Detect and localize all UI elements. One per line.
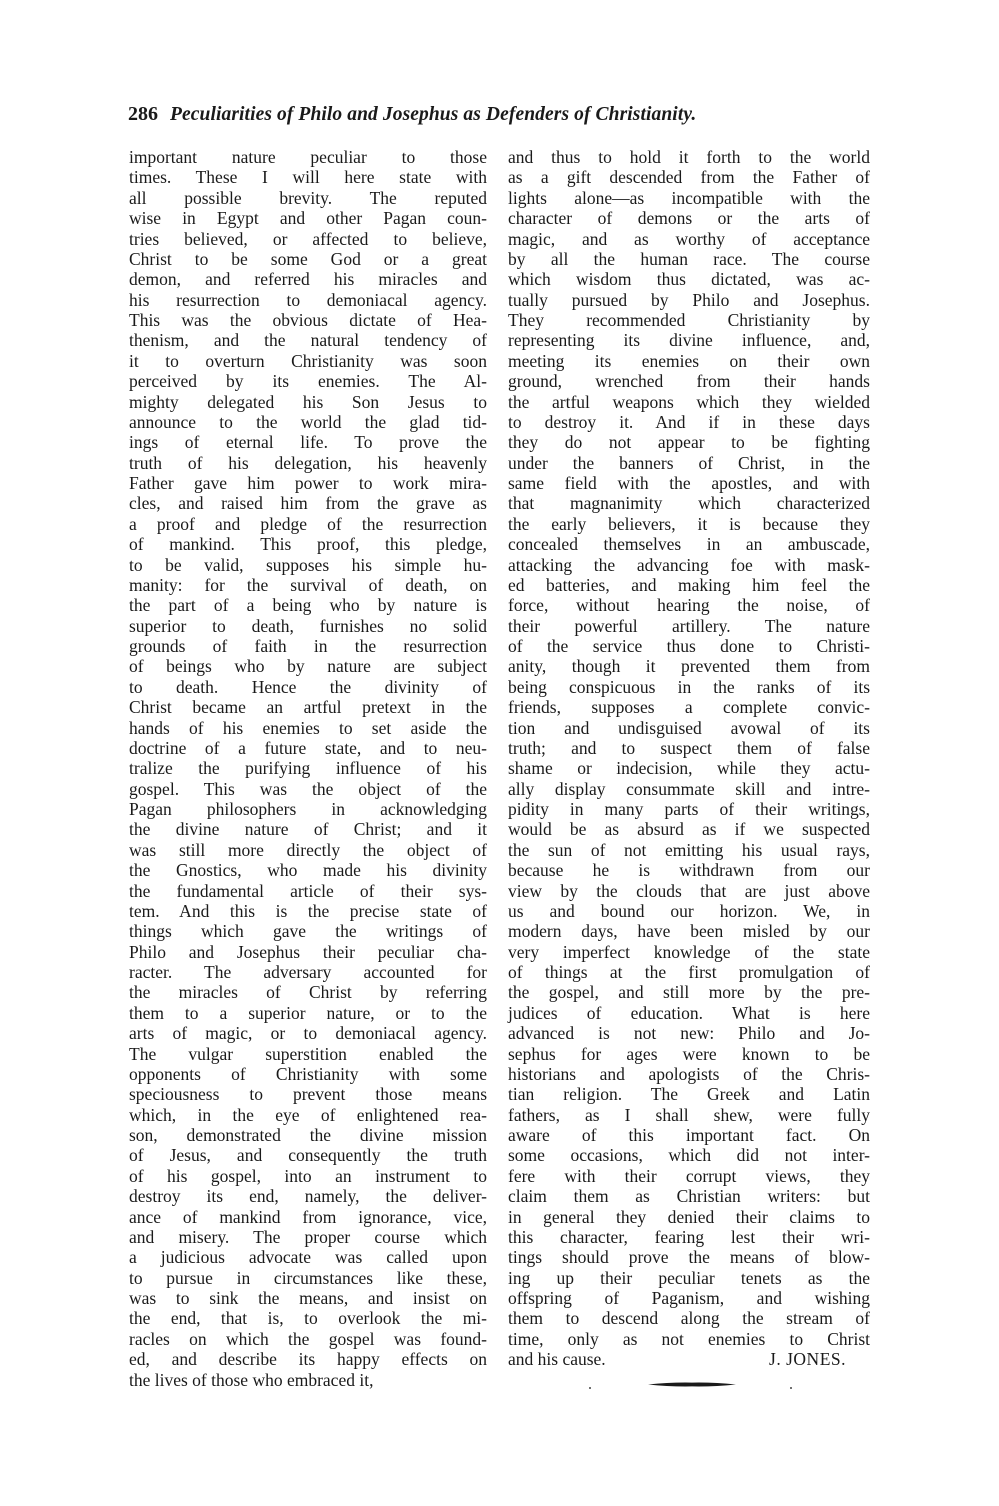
end-dot-right — [790, 1387, 792, 1389]
text-line: was to sink the means, and insist on — [129, 1288, 487, 1308]
text-line: advanced is not new: Philo and Jo- — [508, 1023, 870, 1044]
text-line: tually pursued by Philo and Josephus. — [508, 289, 870, 310]
text-line: ed, and describe its happy effects on — [129, 1349, 487, 1370]
text-line: hands of his enemies to set aside the — [129, 717, 487, 738]
text-line: superior to death, furnishes no solid — [129, 615, 487, 636]
text-line: important nature peculiar to those — [129, 147, 487, 167]
text-line: fere with their corrupt views, they — [508, 1165, 870, 1186]
text-line: friends, supposes a complete convic- — [508, 697, 870, 718]
left-text-column — [129, 147, 487, 1390]
running-title: Peculiarities of Philo and Josephus as Defenders of Christianity. — [170, 104, 697, 125]
text-line: Christ became an artful pretext in the — [129, 697, 487, 718]
text-line: to death. Hence the divinity of — [129, 676, 487, 697]
text-line: ings of eternal life. To prove the — [129, 432, 487, 453]
text-line: the early believers, it is because they — [508, 513, 870, 534]
text-line: claim them as Christian writers: but — [508, 1186, 870, 1207]
text-line: tion and undisguised avowal of its — [508, 717, 870, 738]
text-line: tem. And this is the precise state of — [129, 900, 487, 921]
text-line: the miracles of Christ by referring — [129, 982, 487, 1003]
text-line: their powerful artillery. The nature — [508, 615, 870, 636]
text-line: the artful weapons which they wielded — [508, 391, 870, 412]
text-line: and misery. The proper course which — [129, 1226, 487, 1247]
text-line: same field with the apostles, and with — [508, 473, 870, 493]
text-line: the sun of not emitting his usual rays, — [508, 839, 870, 860]
text-line: perceived by its enemies. The Al- — [129, 371, 487, 392]
text-line: sephus for ages were known to be — [508, 1043, 870, 1064]
text-line: anity, though it prevented them from — [508, 656, 870, 677]
text-line: representing its divine influence, and, — [508, 330, 870, 351]
text-line: some occasions, which did not inter- — [508, 1145, 870, 1166]
text-line: of his gospel, into an instrument to — [129, 1165, 487, 1186]
text-line: very imperfect knowledge of the state — [508, 941, 870, 962]
text-line: lights alone—as incompatible with the — [508, 187, 870, 208]
text-line: under the banners of Christ, in the — [508, 452, 870, 473]
text-line: being conspicuous in the ranks of its — [508, 676, 870, 697]
text-line: a judicious advocate was called upon — [129, 1247, 487, 1268]
text-line: to pursue in circumstances like these, — [129, 1267, 487, 1288]
text-line: in general they denied their claims to — [508, 1206, 870, 1227]
right-text-column — [508, 147, 870, 1370]
text-line: Pagan philosophers in acknowledging — [129, 799, 487, 819]
text-line: gospel. This was the object of the — [129, 778, 487, 799]
text-line: magic, and as worthy of acceptance — [508, 228, 870, 249]
text-line: destroy its end, namely, the deliver- — [129, 1186, 487, 1207]
text-line: The vulgar superstition enabled the — [129, 1043, 487, 1064]
text-line: the gospel, and still more by the pre- — [508, 982, 870, 1003]
author-signature: J. JONES. — [769, 1349, 846, 1370]
text-line: grounds of faith in the resurrection — [129, 636, 487, 656]
text-line: the end, that is, to overlook the mi- — [129, 1308, 487, 1329]
text-line: offspring of Paganism, and wishing — [508, 1288, 870, 1308]
text-line: to destroy it. And if in these days — [508, 411, 870, 432]
text-line: son, demonstrated the divine mission — [129, 1125, 487, 1145]
text-line: because he is withdrawn from our — [508, 860, 870, 881]
text-line: doctrine of a future state, and to neu- — [129, 737, 487, 758]
text-line: the fundamental article of their sys- — [129, 880, 487, 901]
text-line: they do not appear to be fighting — [508, 432, 870, 453]
text-line: modern days, have been misled by our — [508, 921, 870, 942]
text-line: racles on which the gospel was found- — [129, 1328, 487, 1349]
text-line: meeting its enemies on their own — [508, 350, 870, 371]
text-line: ance of mankind from ignorance, vice, — [129, 1206, 487, 1227]
text-line: view by the clouds that are just above — [508, 880, 870, 901]
text-line: of Jesus, and consequently the truth — [129, 1145, 487, 1166]
text-line: arts of magic, or to demoniacal agency. — [129, 1023, 487, 1044]
text-line: tralize the purifying influence of his — [129, 758, 487, 779]
text-line: announce to the world the glad tid- — [129, 411, 487, 432]
text-line: the part of a being who by nature is — [129, 595, 487, 616]
text-line: them to descend along the stream of — [508, 1308, 870, 1329]
text-line: of beings who by nature are subject — [129, 656, 487, 677]
text-line: Christ to be some God or a great — [129, 248, 487, 269]
text-line: of things at the first promulgation of — [508, 962, 870, 982]
text-line: speciousness to prevent those means — [129, 1084, 487, 1105]
text-line: ed batteries, and making him feel the — [508, 574, 870, 595]
text-line: as a gift descended from the Father of — [508, 167, 870, 188]
text-line: judices of education. What is here — [508, 1002, 870, 1023]
text-line: truth; and to suspect them of false — [508, 737, 870, 758]
text-line: would be as absurd as if we suspected — [508, 819, 870, 840]
text-line: tries believed, or affected to believe, — [129, 228, 487, 249]
text-line: the lives of those who embraced it, — [129, 1369, 374, 1390]
text-line: Father gave him power to work mira- — [129, 473, 487, 493]
text-line: it to overturn Christianity was soon — [129, 350, 487, 371]
text-line: truth of his delegation, his heavenly — [129, 452, 487, 473]
text-line: historians and apologists of the Chris- — [508, 1063, 870, 1084]
closing-text: and his cause. — [508, 1349, 606, 1370]
text-line: thenism, and the natural tendency of — [129, 330, 487, 351]
text-line: mighty delegated his Son Jesus to — [129, 391, 487, 412]
text-line: concealed themselves in an ambuscade, — [508, 534, 870, 555]
text-line: Philo and Josephus their peculiar cha- — [129, 941, 487, 962]
text-line: times. These I will here state with — [129, 167, 487, 188]
text-line: which wisdom thus dictated, was ac- — [508, 269, 870, 290]
text-line: by all the human race. The course — [508, 248, 870, 269]
text-line: wise in Egypt and other Pagan coun- — [129, 208, 487, 229]
closing-line — [508, 1349, 870, 1369]
end-dot-left — [589, 1387, 591, 1389]
text-line: demon, and referred his miracles and — [129, 269, 487, 290]
running-head — [128, 103, 868, 133]
text-line: They recommended Christianity by — [508, 310, 870, 330]
text-line: fathers, as I shall shew, were fully — [508, 1104, 870, 1125]
text-line: of mankind. This proof, this pledge, — [129, 534, 487, 555]
text-line: ground, wrenched from their hands — [508, 371, 870, 392]
end-rule-ornament — [648, 1382, 736, 1387]
text-line: us and bound our horizon. We, in — [508, 900, 870, 921]
text-line: to be valid, supposes his simple hu- — [129, 554, 487, 575]
text-line: opponents of Christianity with some — [129, 1063, 487, 1084]
text-line: his resurrection to demoniacal agency. — [129, 289, 487, 310]
text-line: the divine nature of Christ; and it — [129, 819, 487, 840]
text-line: time, only as not enemies to Christ — [508, 1328, 870, 1349]
text-line: aware of this important fact. On — [508, 1125, 870, 1145]
text-line: this character, fearing lest their wri- — [508, 1226, 870, 1247]
text-line: which, in the eye of enlightened rea- — [129, 1104, 487, 1125]
text-line: character of demons or the arts of — [508, 208, 870, 229]
text-line: a proof and pledge of the resurrection — [129, 513, 487, 534]
text-line: cles, and raised him from the grave as — [129, 493, 487, 514]
text-line: This was the obvious dictate of Hea- — [129, 310, 487, 330]
text-line: that magnanimity which characterized — [508, 493, 870, 514]
text-line: force, without hearing the noise, of — [508, 595, 870, 616]
text-line: of the service thus done to Christi- — [508, 636, 870, 656]
text-line: racter. The adversary accounted for — [129, 962, 487, 982]
text-line: ing up their peculiar tenets as the — [508, 1267, 870, 1288]
page-number: 286 — [128, 103, 158, 125]
text-line: manity: for the survival of death, on — [129, 574, 487, 595]
text-line: tings should prove the means of blow- — [508, 1247, 870, 1268]
text-line: the Gnostics, who made his divinity — [129, 860, 487, 881]
text-line: them to a superior nature, or to the — [129, 1002, 487, 1023]
text-line: and thus to hold it forth to the world — [508, 147, 870, 167]
text-line: things which gave the writings of — [129, 921, 487, 942]
text-line: shame or indecision, while they actu- — [508, 758, 870, 779]
text-line: all possible brevity. The reputed — [129, 187, 487, 208]
text-line: was still more directly the object of — [129, 839, 487, 860]
text-line: pidity in many parts of their writings, — [508, 799, 870, 819]
text-line: tian religion. The Greek and Latin — [508, 1084, 870, 1105]
text-line: attacking the advancing foe with mask- — [508, 554, 870, 575]
text-line: ally display consummate skill and intre- — [508, 778, 870, 799]
